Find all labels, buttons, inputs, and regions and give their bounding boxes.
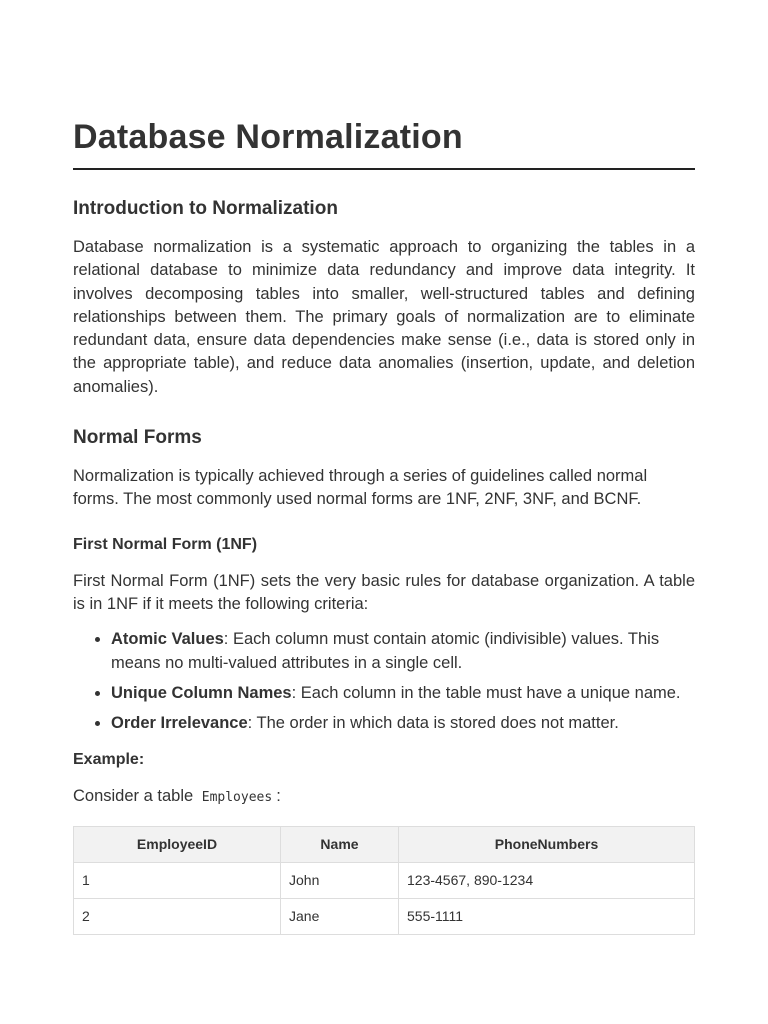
table-cell: 2	[74, 898, 281, 934]
table-name-code: Employees	[201, 790, 273, 806]
table-cell: John	[281, 862, 399, 898]
example-intro-suffix: :	[276, 787, 281, 806]
column-header-name: Name	[281, 826, 399, 862]
criteria-text: : Each column must contain atomic (indivisible) values. This means no multi-valued attributes in a single cell.	[111, 630, 660, 672]
document-content	[73, 116, 695, 935]
table-cell: 123-4567, 890-1234	[399, 862, 695, 898]
list-item	[111, 712, 695, 735]
table-cell: 1	[74, 862, 281, 898]
normal-forms-paragraph: Normalization is typically achieved through a series of guidelines called normal forms. The most commonly used normal forms are 1NF, 2NF, 3NF, and BCNF.	[73, 467, 648, 509]
criteria-term: Unique Column Names	[111, 683, 292, 702]
example-intro-text: Consider a table	[73, 787, 198, 806]
example-label: Example:	[73, 751, 145, 769]
page-title: Database Normalization	[73, 116, 695, 170]
criteria-text: : The order in which data is stored does not matter.	[247, 714, 619, 733]
subsection-heading-1nf: First Normal Form (1NF)	[73, 535, 258, 553]
criteria-list	[73, 628, 695, 735]
section-heading-normal-forms: Normal Forms	[73, 427, 202, 449]
table-cell: Jane	[281, 898, 399, 934]
column-header-employeeid: EmployeeID	[74, 826, 281, 862]
first-nf-paragraph: First Normal Form (1NF) sets the very basic rules for database organization. A table is in 1NF if it meets the following criteria:	[73, 571, 695, 613]
table-header-row	[74, 826, 695, 862]
list-item	[111, 682, 695, 705]
section-heading-introduction: Introduction to Normalization	[73, 198, 338, 219]
introduction-paragraph: Database normalization is a systematic approach to organizing the tables in a relational database to minimize data redundancy and improve data integrity. It involves decomposing tables into smaller, well-structured tables and defining relationships between them. The primary goals of normalization are to eliminate redundant data, ensure data dependencies make sense (i.e., data is stored only in the appropriate table), and reduce data anomalies (insertion, update, and deletion anomalies).	[73, 238, 695, 396]
table-cell: 555-1111	[399, 898, 695, 934]
column-header-phonenumbers: PhoneNumbers	[399, 826, 695, 862]
employees-table	[73, 826, 695, 935]
example-intro	[73, 785, 695, 809]
criteria-term: Order Irrelevance	[111, 714, 248, 733]
table-row	[74, 862, 695, 898]
table-row	[74, 898, 695, 934]
list-item	[111, 628, 695, 675]
criteria-text: : Each column in the table must have a unique name.	[291, 683, 681, 702]
criteria-term: Atomic Values	[111, 630, 224, 649]
